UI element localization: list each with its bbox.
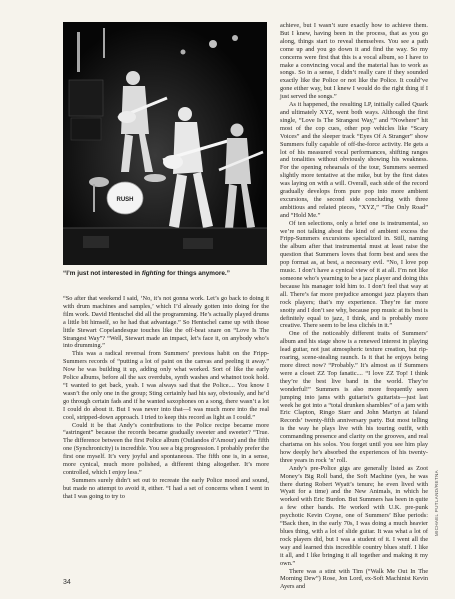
paragraph: One of the noticeably different traits of Summers’ album and his stage show is a renewed interest in playing lead guitar, not just atmospheric texture creation, but rip-roaring, scene-stealing raunch. Is it that he enjoys being more direct now? “Probably.” It’s almost as if Summers were a closet ZZ Top fanatic.... “I love ZZ Top! I think they’re the best live band in the world. They’re wonderful!” Summers is also more frequently seen jumping into jams with guitarist’s guitarists—just last week he got into a “total drunken shambles” of a jam with Eric Clapton, Ringo Starr and John Martyn at Island Records’ twenty-fifth anniversary party. But most telling is the way he plays live with his touring outfit, with commanding presence and clarity on the grooves, and real charisma on his solos. You forget until you see him play how deeply he’s absorbed the experiences of his twenty-three years in rock ’n’ roll. bbox=[280, 330, 428, 464]
paragraph: Summers surely didn’t set out to recreate the early Police mood and sound, but made no attempt to avoid it, either. “I had a set of concerns when I went in that I was going to try to bbox=[63, 476, 269, 500]
paragraph: “So after that weekend I said, ‘No, it’s not gonna work. Let’s go back to doing it with drum machines and samples,’ which I’d already gotten into doing for the film work. David Hentschel did all the programming. He’s actually played drums a little bit himself, so he had that advantage.” So Hentschel came up with those little Stewart Copelandesque touches like the off-beat snare on “Love Is The Strangest Way”? “Well, Stewart made an impact, let’s face it, on anybody who’s into drumming.” bbox=[63, 295, 269, 350]
caption-emphasis: fighting bbox=[141, 270, 166, 277]
concert-photo bbox=[63, 22, 267, 265]
caption-text-open: “I’m just not interested in bbox=[63, 270, 142, 277]
paragraph: As it happened, the resulting LP, initially called Quark and ultimately XYZ, went both ways. Although the first single, “Love Is The Strangest Way,” and “Nowhere” hit most of the cop cues, other pop vehicles like “Scary Voices” and the sleeper track “Eyes Of A Stranger” show Summers fully capable of off-the-force activity. He gets a lot of his measured vocal performances, shifting ranges and tonalities without obviously showing his weakness. For the opening rehearsals of the tour, Summers seemed slightly more tentative at the mike, but by the first dates was laying on with a will. Overall, each side of the record gradually develops from pure pop into more ambient excursions, the second side concluding with three ambitious and related pieces, “XYZ,” “The Only Road” and “Hold Me.” bbox=[280, 101, 428, 219]
photo-caption bbox=[63, 270, 273, 278]
paragraph: Andy’s pre-Police gigs are generally listed as Zoot Money’s Big Roll band, the Soft Machine (yes, he was there during Robert Wyatt’s tenure; he even lived with Wyatt for a time) and the New Animals, in which he worked with Eric Burdon. But Summers has been in quite a few other bands. He worked with U.K. pre-punk psychotic Kevin Coyne, one of Summers’ Blue periods: “Back then, in the early 70s, I was doing a much heavier blues thing, with a lot of slide guitar. It was what a lot of rock players did, but I was a student of it. I went all the way and learned this incredible country blues stuff. I like it all, and I like bringing it all together and making it my own.” bbox=[280, 464, 428, 567]
caption-text-close: for things anymore.” bbox=[165, 270, 230, 277]
paragraph: Of ten selections, only a brief one is instrumental, so we’re not talking about the kind of ambient excess the Fripp-Summers excursions specialized in. Still, naming the album after that instrumental must at least raise the question that Summers loves that form best and sees the pop format as, at best, a necessary evil. “No, I love pop music. I don’t have a cynical view of it at all. I’m not like someone who’s yearning to be a jazz player and doing this because his manager told him to. I don’t feel that way at all. There’s far more prejudice amongst jazz players than rock players; that’s my experience. They’re far more snotty and I don’t see why, because pop music at its best is definitely equal to jazz, I think, and is probably more creative. There seem to be less clichés in it.” bbox=[280, 219, 428, 330]
drum-logo-text: RUSH bbox=[116, 197, 134, 203]
article-column-right bbox=[280, 22, 428, 591]
article-column-left bbox=[63, 295, 269, 567]
photo-credit: MICHAEL PUTLAND/RETNA bbox=[434, 470, 439, 537]
paragraph: This was a radical reversal from Summers’ previous habit on the Fripp-Summers records of “putting a lot of paint on the canvas and peeling it away.” Now he was building it up, adding only what worked. Sort of like the early Police albums, before all the sax overdubs, synth washes and whatnot took hold. “I wanted to get back, yeah. I was always sad that the Police.... You know I wasn’t the only one in the group; Sting certainly had his say, obviously, and he’d go through certain fads and if he wanted saxophones on a song, there wasn’t a lot I could do about it. But I was never into that—I was much more into the real cool, stripped-down approach. I tried to keep this record as light as I could.” bbox=[63, 350, 269, 421]
paragraph: There was a stint with Tim (“Walk Me Out In The Morning Dew”) Rose, Jon Lord, ex-Soft Machinist Kevin Ayers and bbox=[280, 567, 428, 591]
page-number: 34 bbox=[63, 579, 71, 586]
paragraph: achieve, but I wasn’t sure exactly how to achieve them. But I knew, having been in the process, that as you go along, things start to reveal themselves. You see a path come up and you go down it and find the way. So my concerns were first that this is a vocal album, so I have to make a convincing vocal and the material has to work as songs. So in a sense, I didn’t really care if they sounded exactly like the Police or not like the Police. It could’ve gone either way, but I knew I would do the right thing if I just served the songs.” bbox=[280, 22, 428, 101]
paragraph: Could it be that Andy’s contributions to the Police recipe became more “astringent” because the records became gradually sweeter and sweeter? “True. The difference between the first Police album (Outlandos d’Amour) and the fifth one (Synchronicity) is incredible. You see a big progression. I probably prefer the first one myself. It’s very joyful and spontaneous. The fifth one is, in a sense, more cynical, much more polished, a different thing altogether. It’s more controlled, which I enjoy less.” bbox=[63, 421, 269, 476]
